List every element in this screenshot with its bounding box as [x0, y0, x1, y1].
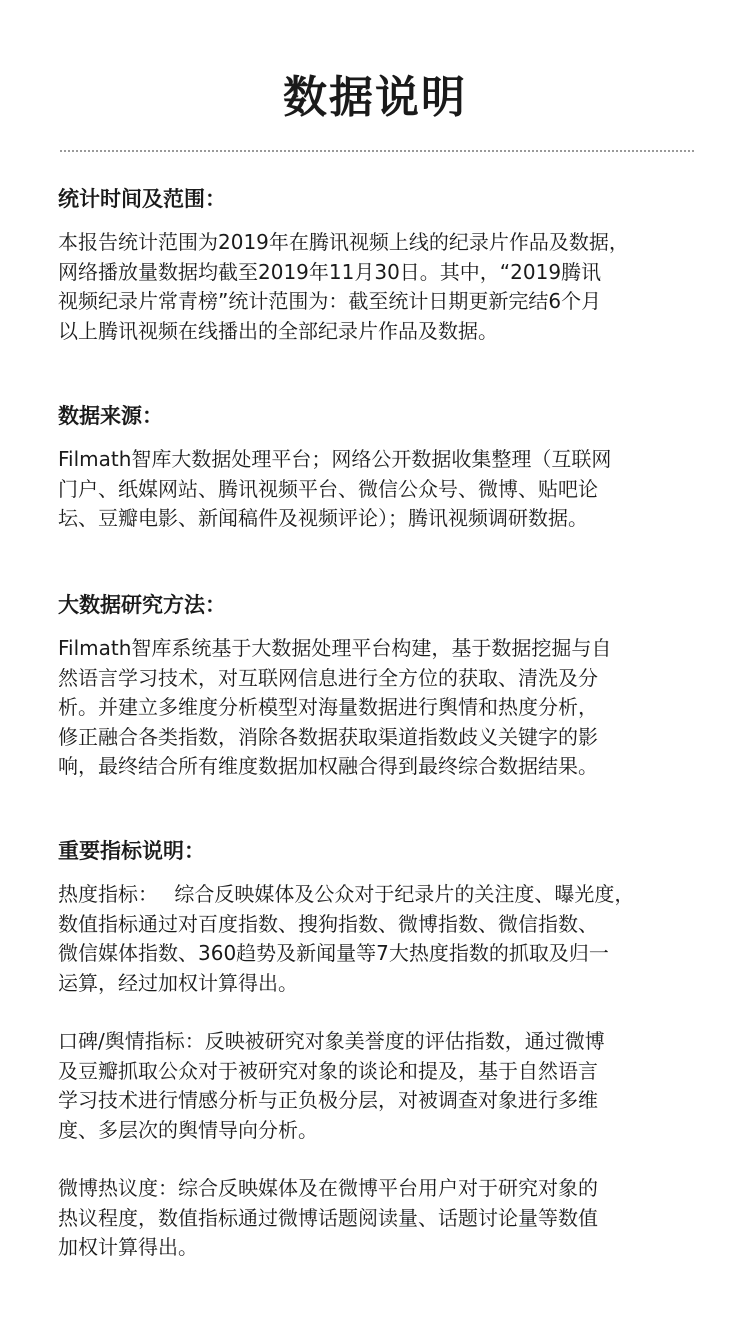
section-heading: 统计时间及范围： — [58, 187, 226, 211]
paragraph-line: 门户、纸媒网站、腾讯视频平台、微信公众号、微博、贴吧论 — [58, 476, 598, 501]
section-statistics-scope — [58, 184, 698, 346]
paragraph-line: 微信媒体指数、360趋势及新闻量等7大热度指数的抓取及归一 — [58, 941, 609, 965]
paragraph-line: 坛、豆瓣电影、新闻稿件及视频评论）；腾讯视频调研数据。 — [58, 506, 588, 530]
paragraph-line: 加权计算得出。 — [58, 1235, 198, 1259]
paragraph-line: 以上腾讯视频在线播出的全部纪录片作品及数据。 — [58, 318, 498, 343]
paragraph-line: 微博热议度：综合反映媒体及在微博平台用户对于研究对象的 — [58, 1176, 598, 1200]
section-heading: 重要指标说明： — [58, 839, 205, 863]
paragraph-line: Filmath智库大数据处理平台；网络公开数据收集整理（互联网 — [58, 447, 612, 471]
paragraph-line: 析。并建立多维度分析模型对海量数据进行舆情和热度分析， — [58, 695, 598, 719]
paragraph-line: Filmath智库系统基于大数据处理平台构建，基于数据挖掘与自 — [58, 636, 612, 660]
paragraph-spacer — [58, 1145, 698, 1174]
paragraph-spacer — [58, 998, 698, 1027]
paragraph-line: 度、多层次的舆情导向分析。 — [58, 1117, 318, 1142]
paragraph-line: 运算，经过加权计算得出。 — [58, 970, 298, 995]
paragraph-line: 响，最终结合所有维度数据加权融合得到最终综合数据结果。 — [58, 754, 598, 778]
section-research-method — [58, 590, 698, 782]
paragraph-line: 视频纪录片常青榜”统计范围为：截至统计日期更新完结6个月 — [58, 289, 602, 313]
paragraph-line: 修正融合各类指数，消除各数据获取渠道指数歧义关键字的影 — [58, 724, 598, 749]
paragraph-line: 热度指标： 综合反映媒体及公众对于纪录片的关注度、曝光度， — [58, 882, 635, 906]
section-data-sources — [58, 401, 698, 534]
section-heading: 大数据研究方法： — [58, 593, 226, 617]
paragraph-line: 学习技术进行情感分析与正负极分层，对被调查对象进行多维 — [58, 1088, 598, 1112]
paragraph-line: 本报告统计范围为2019年在腾讯视频上线的纪录片作品及数据， — [58, 230, 629, 254]
page-title: 数据说明 — [283, 72, 467, 123]
section-paragraph — [58, 228, 698, 346]
section-key-indicators — [58, 836, 698, 1263]
indicator-reputation-paragraph — [58, 1027, 698, 1145]
indicator-heat-paragraph — [58, 880, 698, 998]
paragraph-line: 然语言学习技术，对互联网信息进行全方位的获取、清洗及分 — [58, 665, 598, 690]
section-heading: 数据来源： — [58, 404, 163, 428]
paragraph-line: 数值指标通过对百度指数、搜狗指数、微博指数、微信指数、 — [58, 911, 598, 936]
paragraph-line: 口碑/舆情指标：反映被研究对象美誉度的评估指数，通过微博 — [58, 1029, 605, 1053]
paragraph-line: 网络播放量数据均截至2019年11月30日。其中，“2019腾讯 — [58, 259, 602, 284]
section-paragraph — [58, 634, 698, 782]
paragraph-line: 热议程度，数值指标通过微博话题阅读量、话题讨论量等数值 — [58, 1205, 598, 1230]
paragraph-line: 及豆瓣抓取公众对于被研究对象的谈论和提及，基于自然语言 — [58, 1058, 598, 1083]
indicator-weibo-paragraph — [58, 1174, 698, 1263]
section-paragraph — [58, 445, 698, 534]
dotted-divider — [60, 150, 694, 152]
